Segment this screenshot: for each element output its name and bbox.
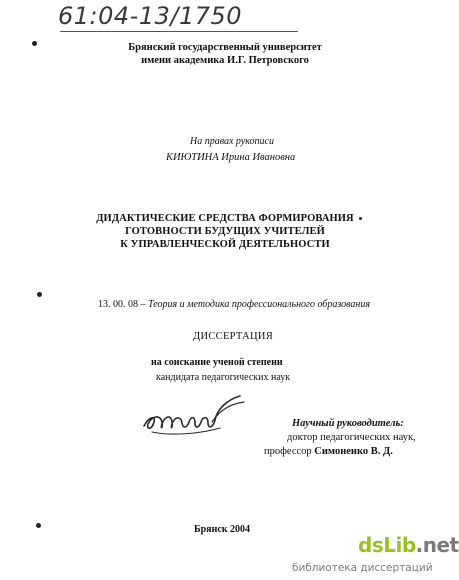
dissertation-title [0,212,450,251]
dslib-watermark-logo [358,533,459,557]
title-line-2: ГОТОВНОСТИ БУДУЩИХ УЧИТЕЛЕЙ [125,226,325,237]
supervisor-title: профессор [264,446,312,457]
university-line-1: Брянский государственный университет [128,42,322,53]
manuscript-note: На правах рукописи [190,136,274,147]
archive-number-handwritten: 61:04-13/1750 [58,2,243,30]
author-name: КИЮТИНА Ирина Ивановна [166,152,296,163]
specialty [98,299,370,310]
archive-number-underline [60,31,298,32]
university-line-2: имени академика И.Г. Петровского [141,55,309,66]
title-line-1: ДИДАКТИЧЕСКИЕ СРЕДСТВА ФОРМИРОВАНИЯ [96,213,354,224]
degree-line-2: кандидата педагогических наук [156,372,291,383]
supervisor-degree: доктор педагогических наук, [287,432,416,443]
supervisor-name [264,446,393,457]
supervisor-label: Научный руководитель: [292,418,404,429]
title-line-3: К УПРАВЛЕНЧЕСКОЙ ДЕЯТЕЛЬНОСТИ [120,239,330,250]
scan-punch-hole [37,292,42,297]
degree-line-1: на соискание ученой степени [151,357,283,368]
scan-punch-hole [36,523,41,528]
dslib-watermark-caption: библиотека диссертаций [292,562,433,574]
document-type: ДИССЕРТАЦИЯ [193,331,274,342]
handwritten-signature [140,392,255,442]
specialty-name: Теория и методика профессионального образования [148,299,370,310]
supervisor-surname: Симоненко В. Д. [314,446,393,457]
specialty-code: 13. 00. 08 – [98,299,146,310]
city-year: Брянск 2004 [194,524,251,535]
university-name [0,41,450,67]
dslib-logo-text: dsLib [358,533,416,557]
dslib-logo-tld: .net [415,533,459,557]
